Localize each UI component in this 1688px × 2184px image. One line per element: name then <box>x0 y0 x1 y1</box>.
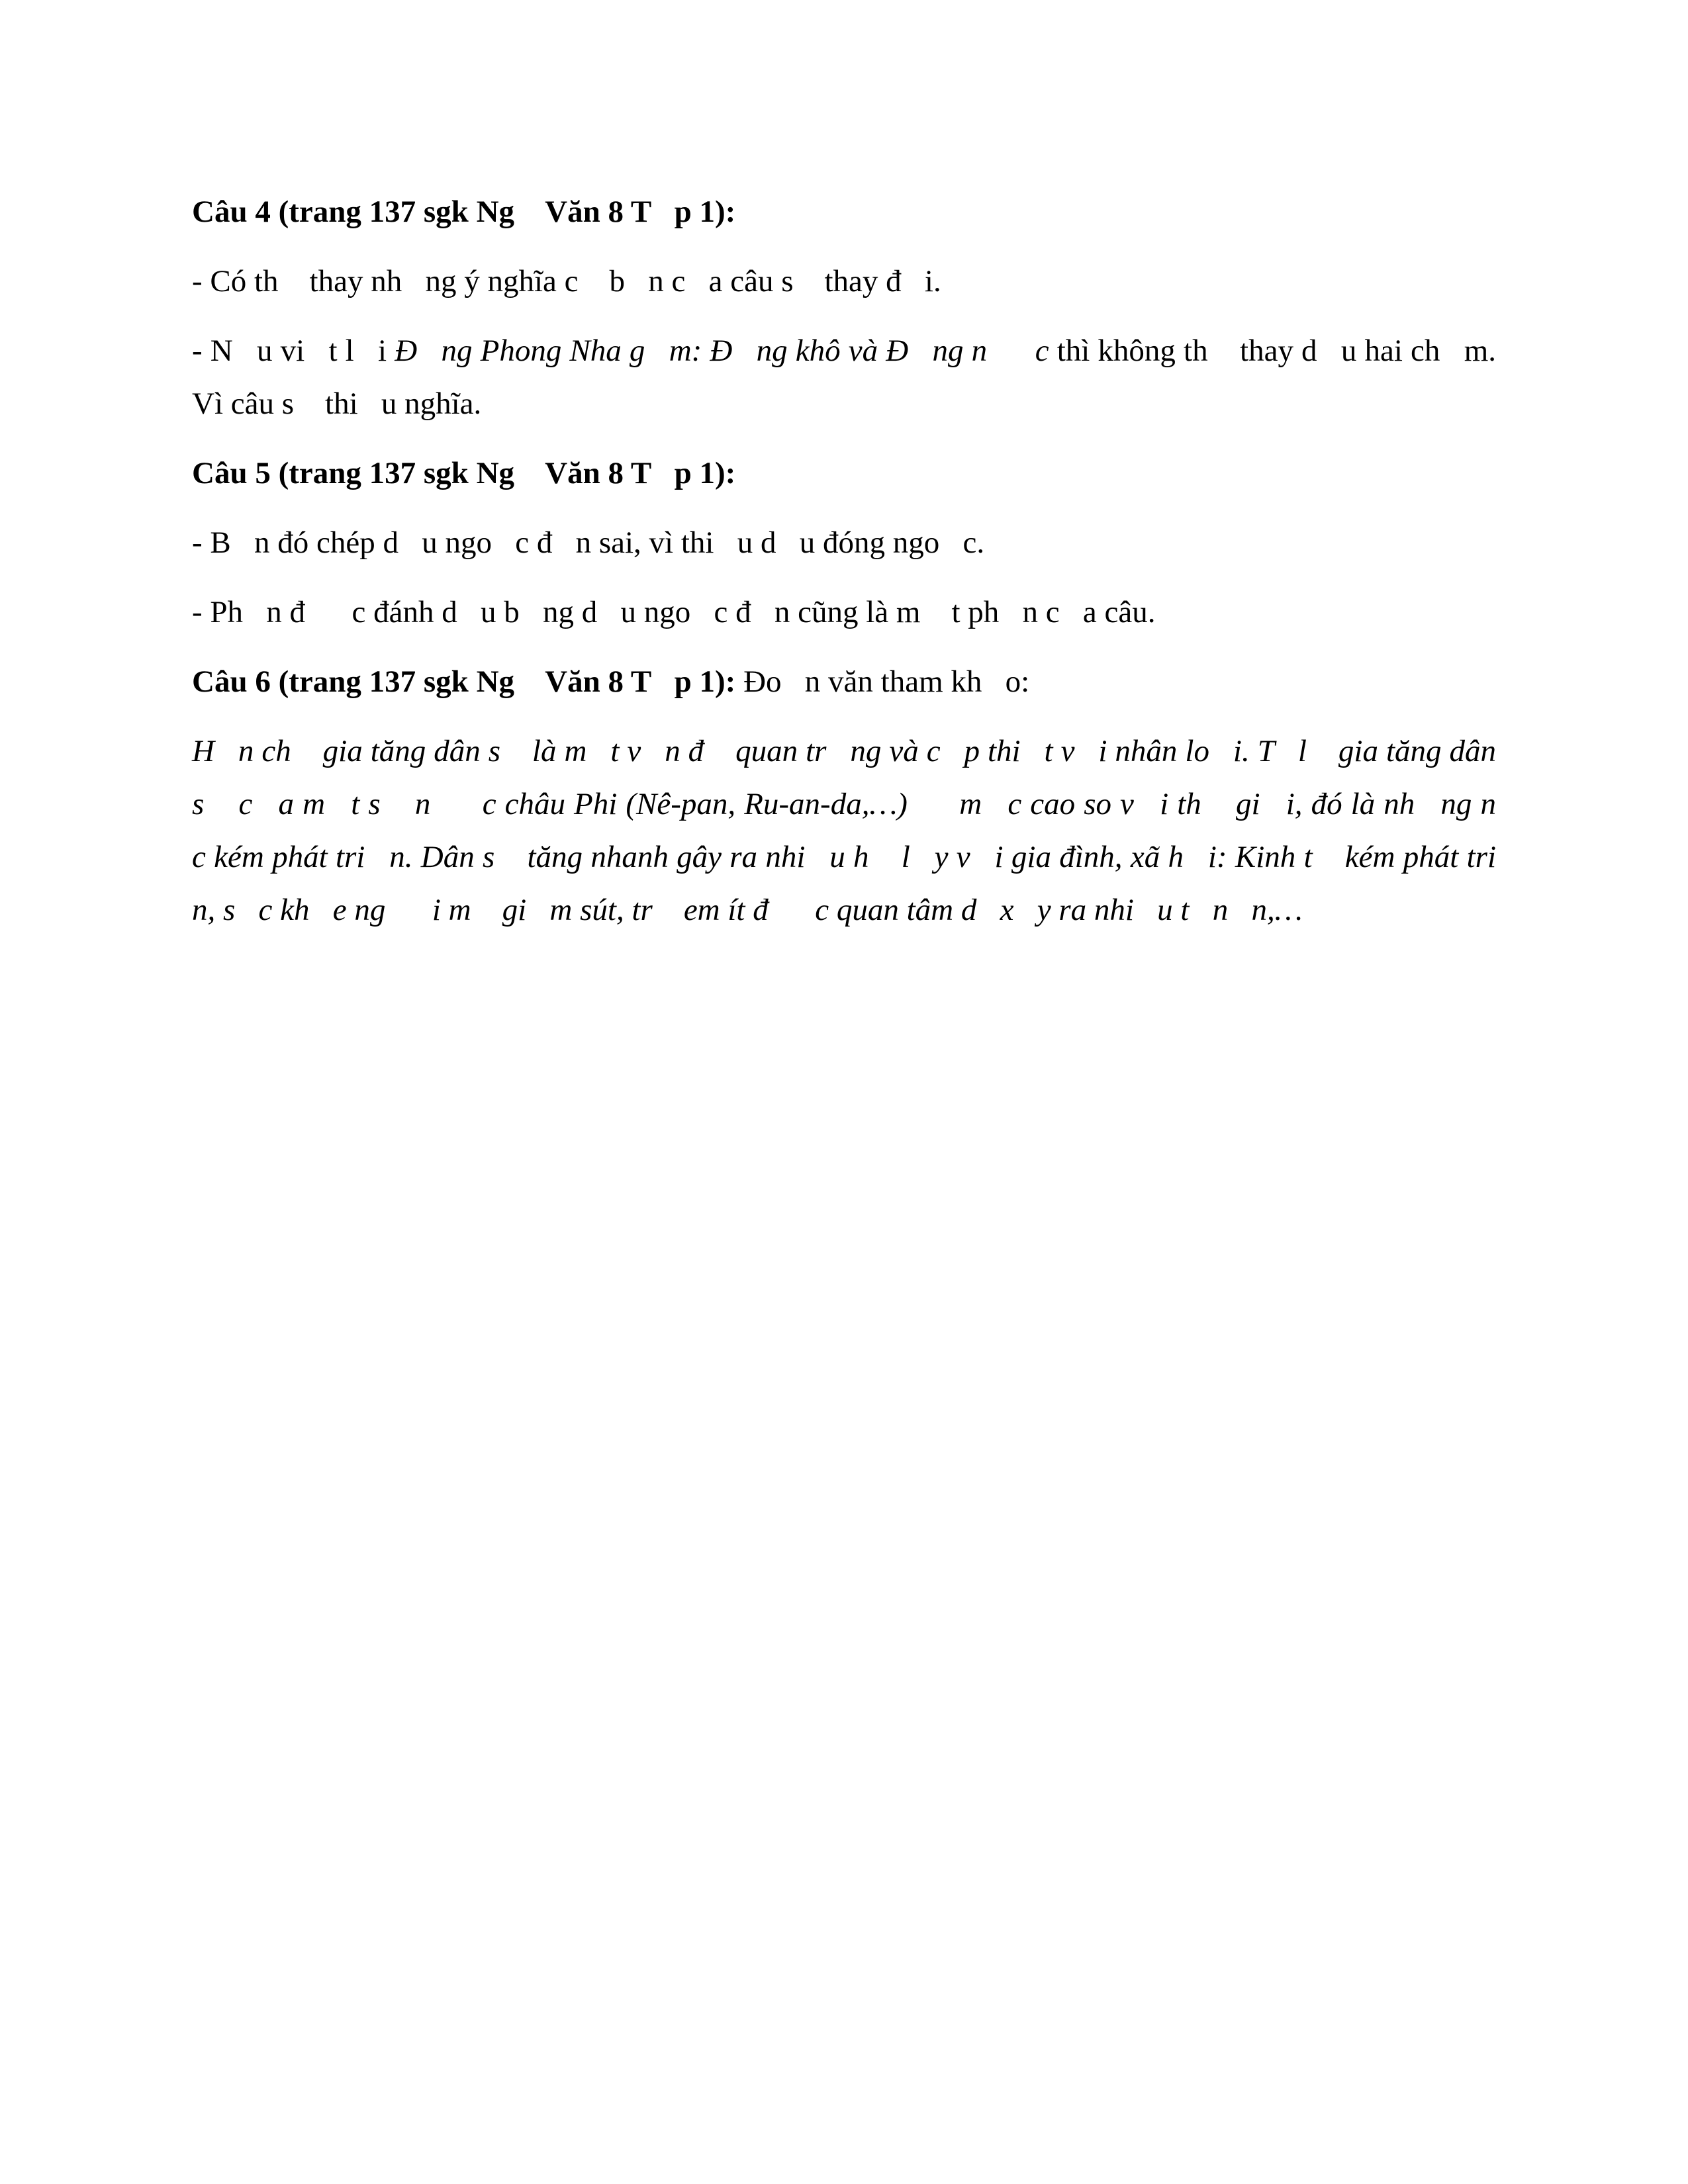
question-6-reference-paragraph: H n ch gia tăng dân s là m t v n đ quan tr ng và c p thi t v i nhân lo i. T l gia tăng dân s c a m t s n c châu Phi (Nê-pan, Ru-an-da,…) m c cao so v i th gi i, đó là nh ng n c kém phát tri n. Dân s tăng nhanh gây ra nhi u h l y v i gia đình, xã h i: Kinh t kém phát tri n, s c kh e ng i m gi m sút, tr em ít đ c quan tâm d x y ra nhi u t n n,… <box>192 734 1543 927</box>
answer-2-suffix: thì không th thay d u hai ch m. Vì câu s thi u nghĩa. <box>192 334 1503 421</box>
question-6-heading: Câu 6 (trang 137 sgk Ng Văn 8 T p 1): Đo n văn tham kh o: <box>192 664 1030 699</box>
answer-2-prefix: - N u vi t l i <box>192 334 395 368</box>
question-6-heading-tail: Đo n văn tham kh o: <box>735 664 1030 699</box>
question-5-answer-2: - Ph n đ c đánh d u b ng d u ngo c đ n cũng là m t ph n c a câu. <box>192 595 1156 629</box>
document-page <box>192 185 1543 953</box>
answer-2-italic-example: Đ ng Phong Nha g m: Đ ng khô và Đ ng n c <box>395 334 1049 368</box>
question-5-answer-1: - B n đó chép d u ngo c đ n sai, vì thi u d u đóng ngo c. <box>192 525 985 560</box>
question-4-answer-2 <box>192 324 1503 430</box>
question-4-heading: Câu 4 (trang 137 sgk Ng Văn 8 T p 1): <box>192 195 736 229</box>
question-4-answer-1: - Có th thay nh ng ý nghĩa c b n c a câu s thay đ i. <box>192 264 941 298</box>
question-5-heading: Câu 5 (trang 137 sgk Ng Văn 8 T p 1): <box>192 456 736 490</box>
